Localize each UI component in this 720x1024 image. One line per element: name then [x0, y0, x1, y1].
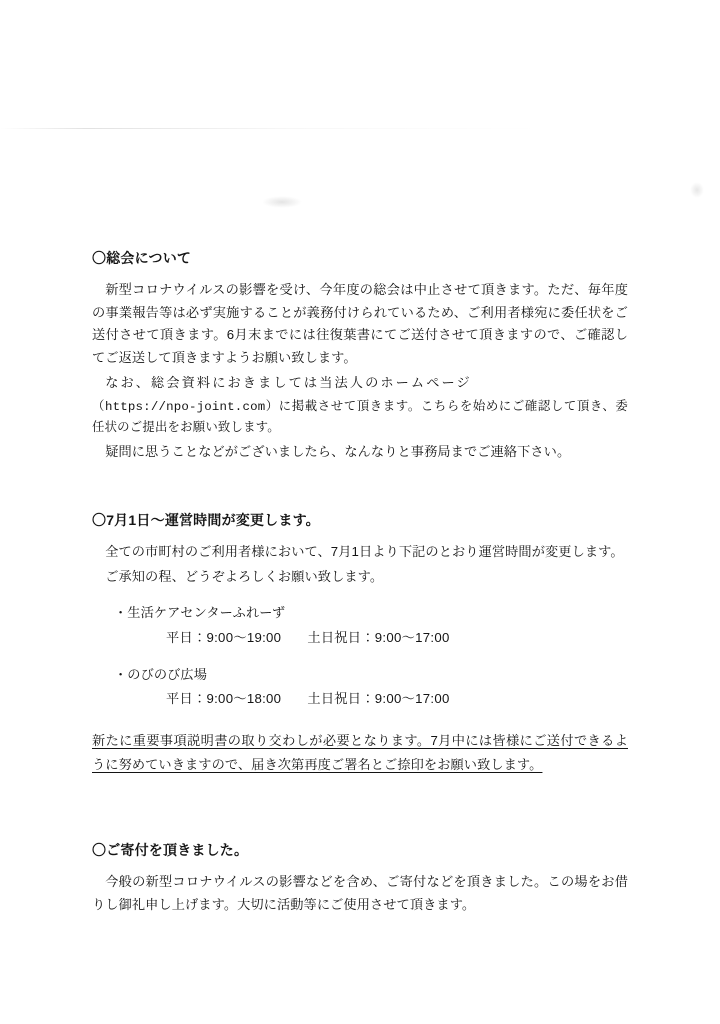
facility-hours-list	[92, 602, 628, 711]
facility-name-nobinobi: ・のびのび広場	[114, 666, 208, 682]
paragraph-important-matters-notice: 新たに重要事項説明書の取り交わしが必要となります。7月中には皆様にご送付できるように努めていきますので、届き次第再度ご署名とご捺印をお願い致します。	[92, 733, 628, 772]
paragraph-meeting-cancellation: 新型コロナウイルスの影響を受け、今年度の総会は中止させて頂きます。ただ、毎年度の事業報告等は必ず実施することが義務付けられているため、ご利用者様宛に委任状をご送付させて頂きます。6月末までには往復葉書にてご送付させて頂きますので、ご確認してご返送して頂きますようお願い致します。	[92, 282, 628, 366]
facility-hours-nobinobi	[92, 688, 628, 711]
facility-name-freeze: ・生活ケアセンターふれーず	[114, 605, 286, 621]
paragraph-donations-thanks: 今般の新型コロナウイルスの影響などを含め、ご寄付などを頂きました。この場をお借りし御礼申し上げます。大切に活動等にご使用させて頂きます。	[92, 874, 628, 912]
paragraph-hours-change: 全ての市町村のご利用者様において、7月1日より下記のとおり運営時間が変更します。	[105, 543, 624, 559]
paragraph-meeting-materials-lead: なお、総会資料におきましては当法人のホームページ	[105, 374, 472, 390]
section-heading-donations: 〇ご寄付を頂きました。	[92, 842, 249, 859]
facility-hours-nobinobi-weekend: 土日祝日：9:00～17:00	[307, 691, 450, 707]
section-heading-operating-hours: 〇7月1日～運営時間が変更します。	[92, 511, 320, 528]
document-body	[92, 248, 628, 917]
facility-hours-freeze-weekday: 平日：9:00～19:00	[166, 629, 282, 645]
section-general-meeting	[92, 248, 628, 464]
paragraph-hours-request: ご承知の程、どうぞよろしくお願い致します。	[105, 568, 384, 584]
facility-hours-freeze	[92, 627, 628, 650]
facility-hours-nobinobi-weekday: 平日：9:00～18:00	[166, 691, 282, 707]
section-donations	[92, 840, 628, 916]
paragraph-meeting-website-url: （https://npo-joint.com）に掲載させて頂きます。こちらを始めにご確認して頂き、委任状のご提出をお願い致します。	[92, 399, 628, 435]
spacer	[92, 806, 628, 840]
paragraph-meeting-contact: 疑問に思うことなどがございましたら、なんなりと事務局までご連絡下さい。	[105, 444, 571, 460]
facility-hours-freeze-weekend: 土日祝日：9:00～17:00	[307, 629, 450, 645]
spacer	[92, 490, 628, 510]
section-heading-general-meeting: 〇総会について	[92, 250, 192, 266]
section-operating-hours	[92, 510, 628, 776]
